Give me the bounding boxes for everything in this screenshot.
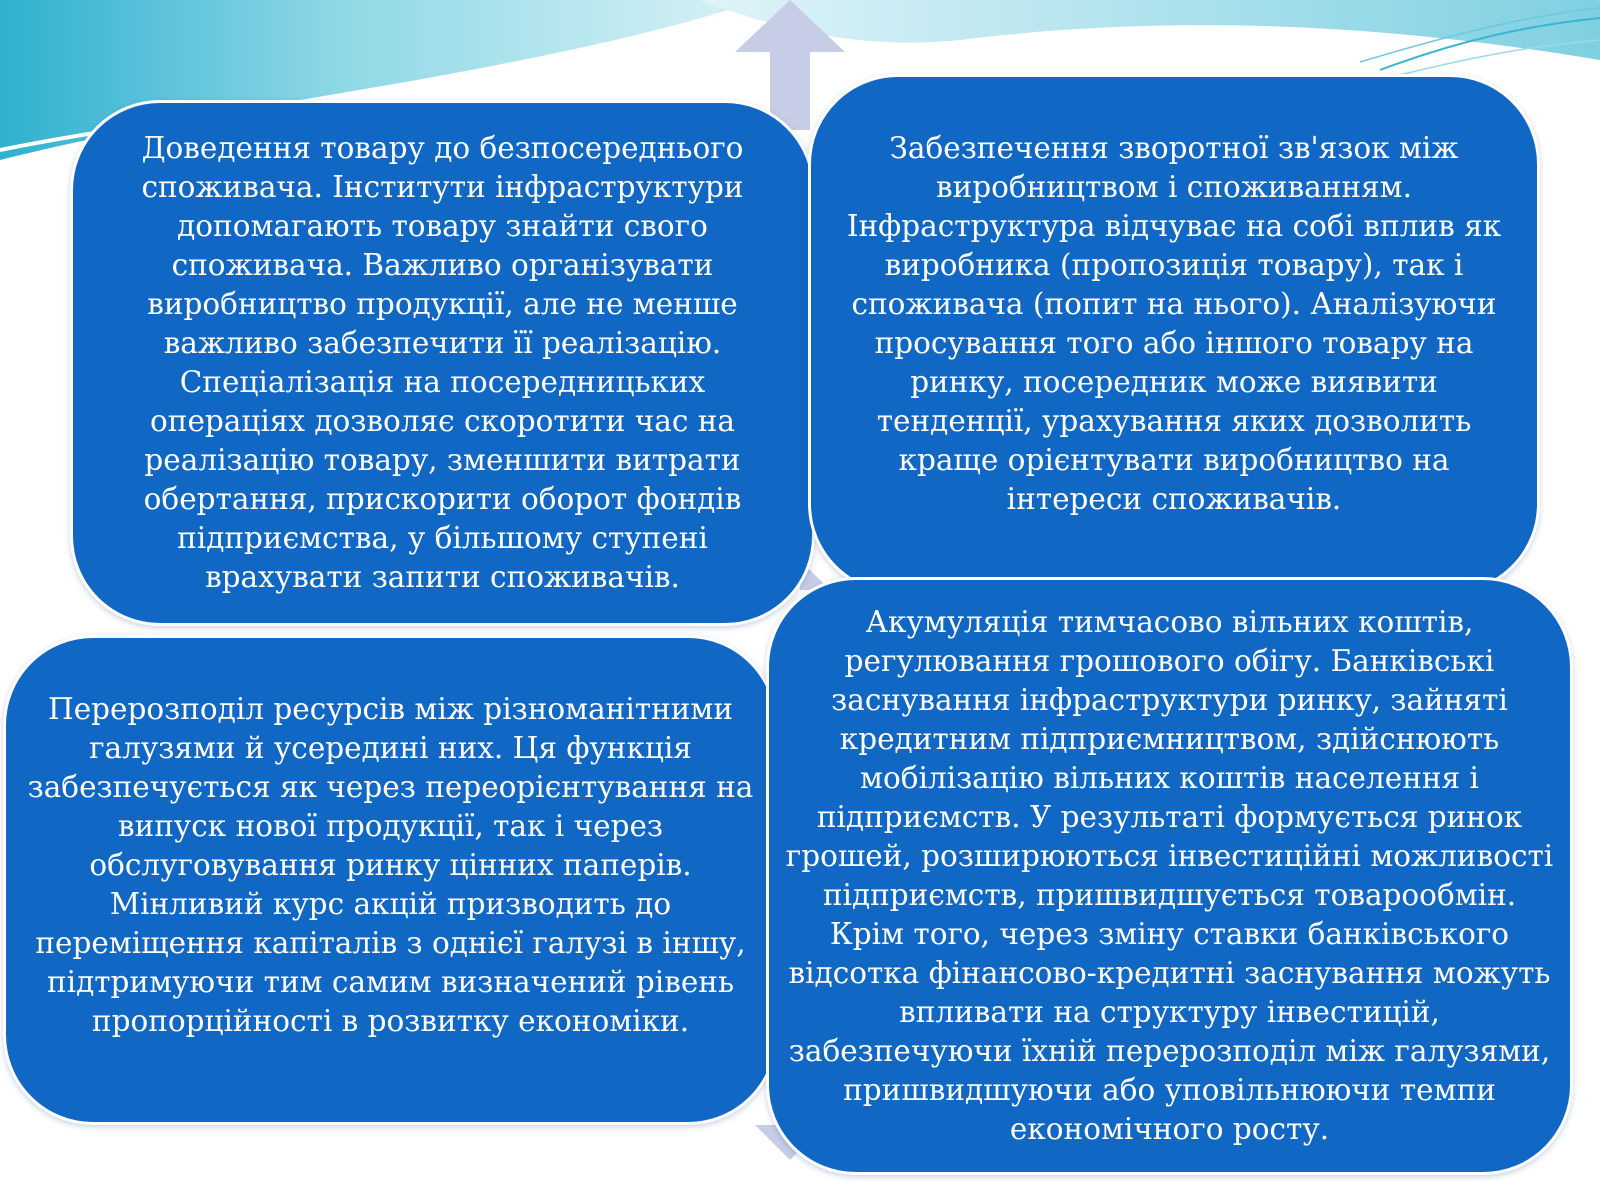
function-text: Перерозподіл ресурсів між різноманітними галузями й усередині них. Ця функція забезпечується як через переорієнтування на випуск нової продукції, так і через обслуговування ринку цінних паперів. Мінливий курс акцій призводить до переміщення капіталів з однієї галузі в іншу, підтримуючи тим самим визначений рівень пропорційності в розвитку економіки. <box>27 691 754 1038</box>
function-text: Забезпечення зворотної зв'язок між виробництвом і споживанням. Інфраструктура відчуває на собі вплив як виробника (пропозиція товару), так і споживача (попит на нього). Аналізуючи просування того або іншого товару на ринку, посередник може виявити тенденції, урахування яких дозволить краще орієнтувати виробництво на інтереси споживачів. <box>846 131 1502 516</box>
function-box-product-delivery <box>70 100 815 626</box>
function-box-funds-accumulation <box>766 577 1573 1175</box>
function-text: Акумуляція тимчасово вільних коштів, регулювання грошового обігу. Банківські заснування інфраструктури ринку, зайняті кредитним підприємництвом, здійснюють мобілізацію вільних коштів населення і підприємств. У результаті формується ринок грошей, розширюються інвестиційні можливості підприємств, пришвидшується товарообмін. Крім того, через зміну ставки банківського відсотка фінансово-кредитні заснування можуть впливати на структуру інвестицій, забезпечуючи їхній перерозподіл між галузями, пришвидшуючи або уповільнюючи темпи економічного росту. <box>785 605 1554 1146</box>
function-box-feedback <box>808 74 1540 594</box>
function-text: Доведення товару до безпосереднього споживача. Інститути інфраструктури допомагають товару знайти свого споживача. Важливо організувати виробництво продукції, але не менше важливо забезпечити її реалізацію. Спеціалізація на посередницьких операціях дозволяє скоротити час на реалізацію товару, зменшити витрати обертання, прискорити оборот фондів підприємства, у більшому ступені врахувати запити споживачів. <box>141 131 744 594</box>
function-box-resource-redistribution <box>3 635 778 1125</box>
